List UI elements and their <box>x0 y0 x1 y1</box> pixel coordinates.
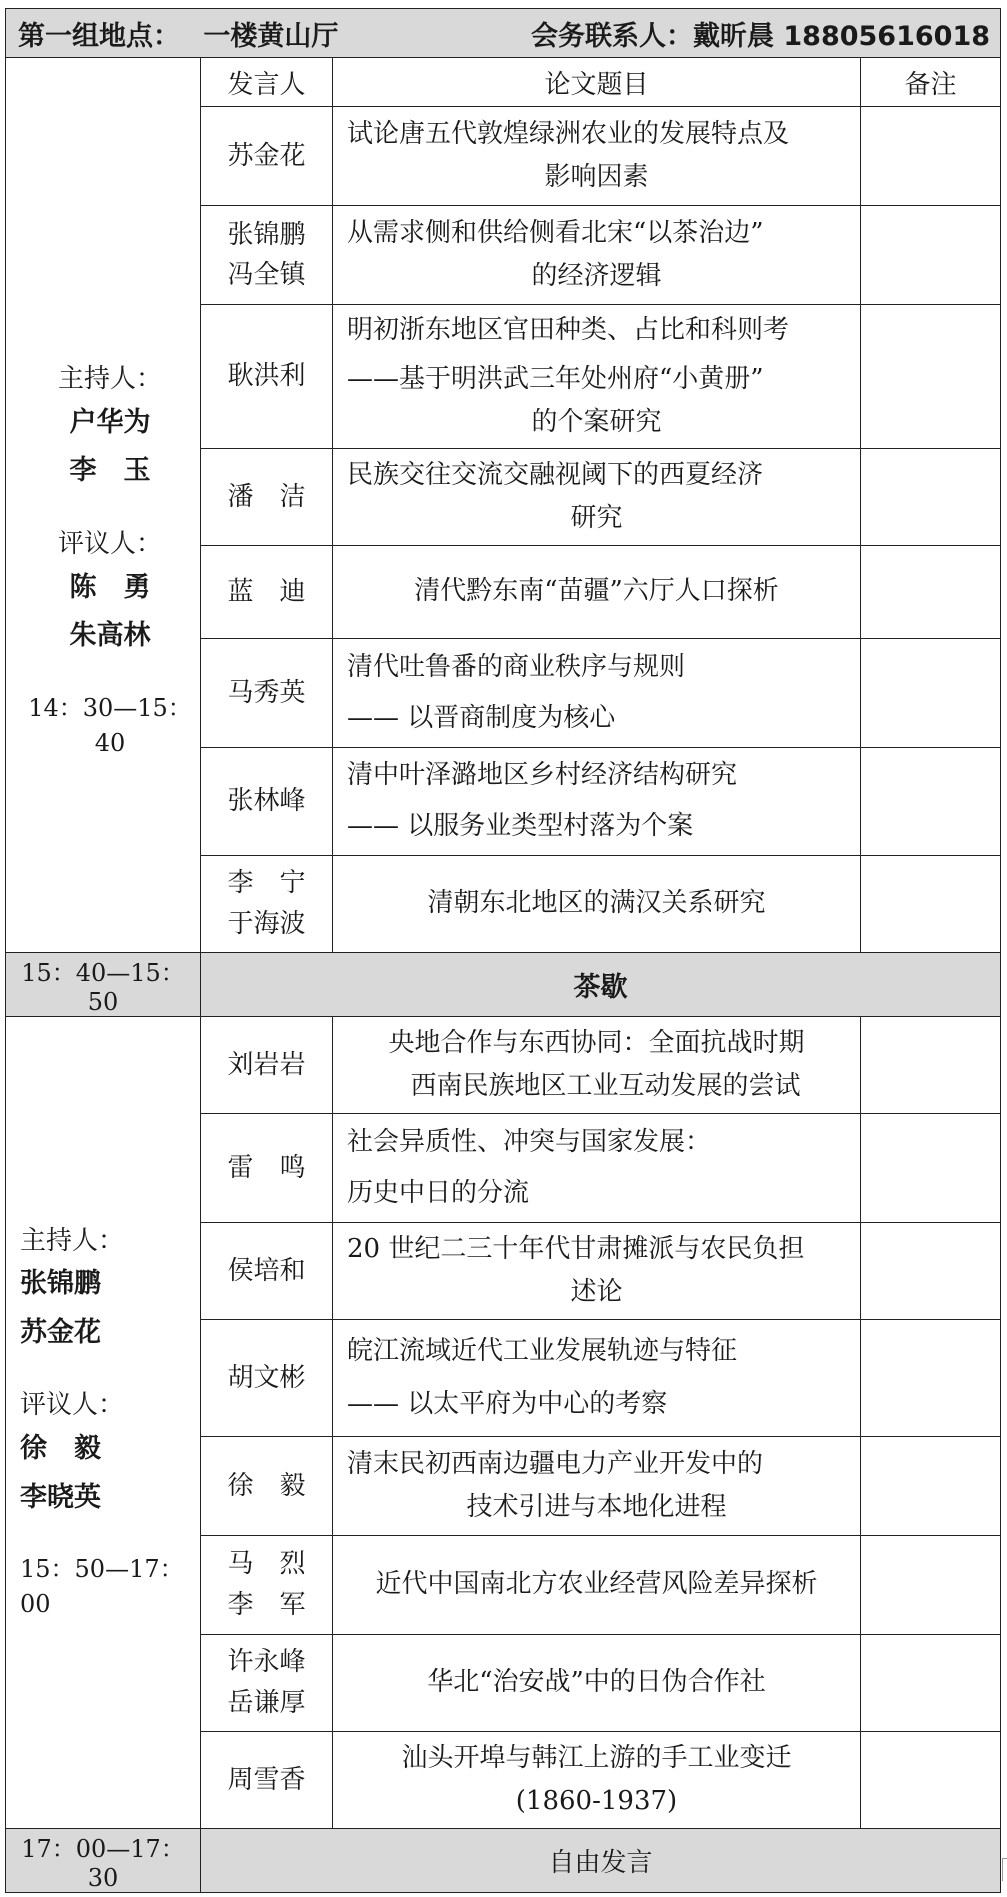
cell-text-line: 苏金花 <box>227 140 306 171</box>
cell-text-line: 侯培和 <box>227 1255 306 1286</box>
break-time: 15：40—15：50 <box>6 952 201 1016</box>
note-cell <box>861 1016 1001 1113</box>
cell-text-line: —— 以晋商制度为核心 <box>347 702 616 733</box>
cell-text-line: 徐 毅 <box>227 1470 306 1501</box>
title-cell <box>333 747 861 855</box>
speaker-cell <box>201 1222 333 1319</box>
title-cell <box>333 638 861 747</box>
cell-text-line: 清中叶泽潞地区乡村经济结构研究 <box>347 760 738 791</box>
speaker-cell <box>201 1113 333 1222</box>
cell-text-line: 胡文彬 <box>227 1362 306 1393</box>
note-cell <box>861 1634 1001 1731</box>
host-name: 苏金花 <box>20 1316 101 1348</box>
title-cell <box>333 448 861 545</box>
session-time: 15：50—17：00 <box>20 1555 184 1619</box>
title-cell <box>333 305 861 449</box>
title-cell <box>333 1113 861 1222</box>
speaker-column-header: 发言人 <box>201 58 333 107</box>
break-label: 茶歇 <box>201 952 1001 1016</box>
cell-text-line: 蓝 迪 <box>227 576 306 607</box>
cell-text-line: ——基于明洪武三年处州府“小黄册” <box>347 363 764 394</box>
reviewer-label: 评议人： <box>20 1390 125 1421</box>
session2-info <box>6 1016 201 1828</box>
cell-text-line: 影响因素 <box>544 162 649 192</box>
note-cell <box>861 638 1001 747</box>
cell-text-line: 于海波 <box>227 908 306 939</box>
speaker-cell <box>201 1731 333 1828</box>
header-bar <box>6 14 1000 53</box>
title-cell <box>333 206 861 305</box>
cell-text-line: 述论 <box>570 1276 623 1307</box>
speaker-cell <box>201 206 333 305</box>
cell-text-line: 试论唐五代敦煌绿洲农业的发展特点及 <box>347 119 790 150</box>
cell-text-line: 清末民初西南边疆电力产业开发中的 <box>347 1448 764 1479</box>
speaker-cell <box>201 107 333 206</box>
host-name: 张锦鹏 <box>20 1268 101 1300</box>
cell-text-line: 清代黔东南“苗疆”六厅人口探析 <box>414 576 779 607</box>
cell-text-line: 研究 <box>570 502 623 533</box>
break-row <box>6 952 1001 1016</box>
cell-text-line: 马秀英 <box>227 677 306 708</box>
title-cell <box>333 855 861 952</box>
session-time: 14：30—15：40 <box>28 693 192 757</box>
location-name: 一楼黄山厅 <box>203 20 339 52</box>
header-row <box>6 9 1001 58</box>
break-label: 自由发言 <box>201 1828 1001 1892</box>
location-label: 第一组地点： <box>18 20 180 52</box>
cell-text-line: 李 军 <box>227 1589 306 1620</box>
note-cell <box>861 1319 1001 1436</box>
cell-text-line: 潘 洁 <box>227 481 306 512</box>
column-header-row <box>6 58 1001 107</box>
note-cell <box>861 1113 1001 1222</box>
cell-text-line: —— 以太平府为中心的考察 <box>347 1388 668 1419</box>
cell-text-line: 皖江流域近代工业发展轨迹与特征 <box>347 1335 738 1366</box>
speaker-cell <box>201 1319 333 1436</box>
host-label: 主持人： <box>57 364 162 395</box>
speaker-cell <box>201 855 333 952</box>
speaker-cell <box>201 638 333 747</box>
title-cell <box>333 1731 861 1828</box>
reviewer-name: 朱高林 <box>69 620 151 652</box>
reviewer-name: 李晓英 <box>20 1481 101 1513</box>
cell-text-line: 明初浙东地区官田种类、占比和科则考 <box>347 315 790 345</box>
cell-text-line: 历史中日的分流 <box>347 1177 530 1208</box>
speaker-cell <box>201 1634 333 1731</box>
note-cell <box>861 1222 1001 1319</box>
title-cell <box>333 1016 861 1113</box>
cell-text-line: 央地合作与东西协同：全面抗战时期 <box>388 1027 805 1058</box>
cell-text-line: 周雪香 <box>227 1764 306 1795</box>
note-cell <box>861 1436 1001 1535</box>
cell-text-line: 雷 鸣 <box>227 1152 306 1183</box>
session1-info <box>6 58 201 953</box>
cell-text-line: 张锦鹏 <box>227 219 306 250</box>
speaker-cell <box>201 1436 333 1535</box>
note-cell <box>861 855 1001 952</box>
cell-text-line: 李 宁 <box>227 868 306 899</box>
note-cell <box>861 1535 1001 1634</box>
cell-text-line: 民族交往交流交融视阈下的西夏经济 <box>347 459 764 490</box>
speaker-cell <box>201 747 333 855</box>
cell-text-line: (1860-1937) <box>515 1785 678 1816</box>
cell-text-line: 的个案研究 <box>531 406 662 437</box>
contact: 会务联系人：戴昕晨 18805616018 <box>530 20 991 52</box>
speaker-cell <box>201 1535 333 1634</box>
title-cell <box>333 1436 861 1535</box>
cell-text-line: 岳谦厚 <box>227 1687 306 1718</box>
cell-text-line: 张林峰 <box>227 786 306 817</box>
note-cell <box>861 107 1001 206</box>
break-time: 17：00—17：30 <box>6 1828 201 1892</box>
cell-text-line: 的经济逻辑 <box>531 261 662 291</box>
title-cell <box>333 107 861 206</box>
note-cell <box>861 305 1001 449</box>
cell-text-line: 清朝东北地区的满汉关系研究 <box>427 888 766 919</box>
cell-text-line: 耿洪利 <box>227 361 306 392</box>
speaker-cell <box>201 545 333 638</box>
speaker-cell <box>201 305 333 449</box>
title-column-header: 论文题目 <box>333 58 861 107</box>
cell-text-line: 20 世纪二三十年代甘肃摊派与农民负担 <box>347 1233 805 1264</box>
title-cell <box>333 1634 861 1731</box>
title-cell <box>333 545 861 638</box>
note-cell <box>861 206 1001 305</box>
cell-text-line: 西南民族地区工业互动发展的尝试 <box>410 1070 801 1101</box>
cell-text-line: 马 烈 <box>227 1549 306 1580</box>
reviewer-name: 陈 勇 <box>69 571 151 603</box>
speaker-cell <box>201 1016 333 1113</box>
cell-text-line: 华北“治安战”中的日伪合作社 <box>427 1667 766 1698</box>
note-column-header: 备注 <box>861 58 1001 107</box>
host-name: 户华为 <box>69 406 151 438</box>
note-cell <box>861 448 1001 545</box>
schedule-table <box>5 8 1001 1893</box>
host-label: 主持人： <box>20 1225 125 1256</box>
note-cell <box>861 545 1001 638</box>
page-corner-mark <box>1002 1858 1007 1881</box>
cell-text-line: 汕头开埠与韩江上游的手工业变迁 <box>401 1742 792 1773</box>
break-row <box>6 1828 1001 1892</box>
location <box>18 14 338 53</box>
cell-text-line: 冯全镇 <box>227 260 306 290</box>
cell-text-line: 清代吐鲁番的商业秩序与规则 <box>347 651 686 682</box>
reviewer-name: 徐 毅 <box>20 1433 101 1465</box>
table-row <box>6 1016 1001 1113</box>
cell-text-line: 近代中国南北方农业经营风险差异探析 <box>375 1569 818 1600</box>
cell-text-line: 社会异质性、冲突与国家发展： <box>347 1126 712 1157</box>
host-name: 李 玉 <box>69 455 151 487</box>
note-cell <box>861 1731 1001 1828</box>
cell-text-line: 许永峰 <box>227 1647 306 1678</box>
title-cell <box>333 1535 861 1634</box>
reviewer-label: 评议人： <box>57 529 162 560</box>
title-cell <box>333 1319 861 1436</box>
cell-text-line: 技术引进与本地化进程 <box>466 1491 727 1522</box>
cell-text-line: 从需求侧和供给侧看北宋“以茶治边” <box>347 218 764 249</box>
cell-text-line: 刘岩岩 <box>227 1049 306 1080</box>
cell-text-line: —— 以服务业类型村落为个案 <box>347 811 694 842</box>
title-cell <box>333 1222 861 1319</box>
speaker-cell <box>201 448 333 545</box>
note-cell <box>861 747 1001 855</box>
